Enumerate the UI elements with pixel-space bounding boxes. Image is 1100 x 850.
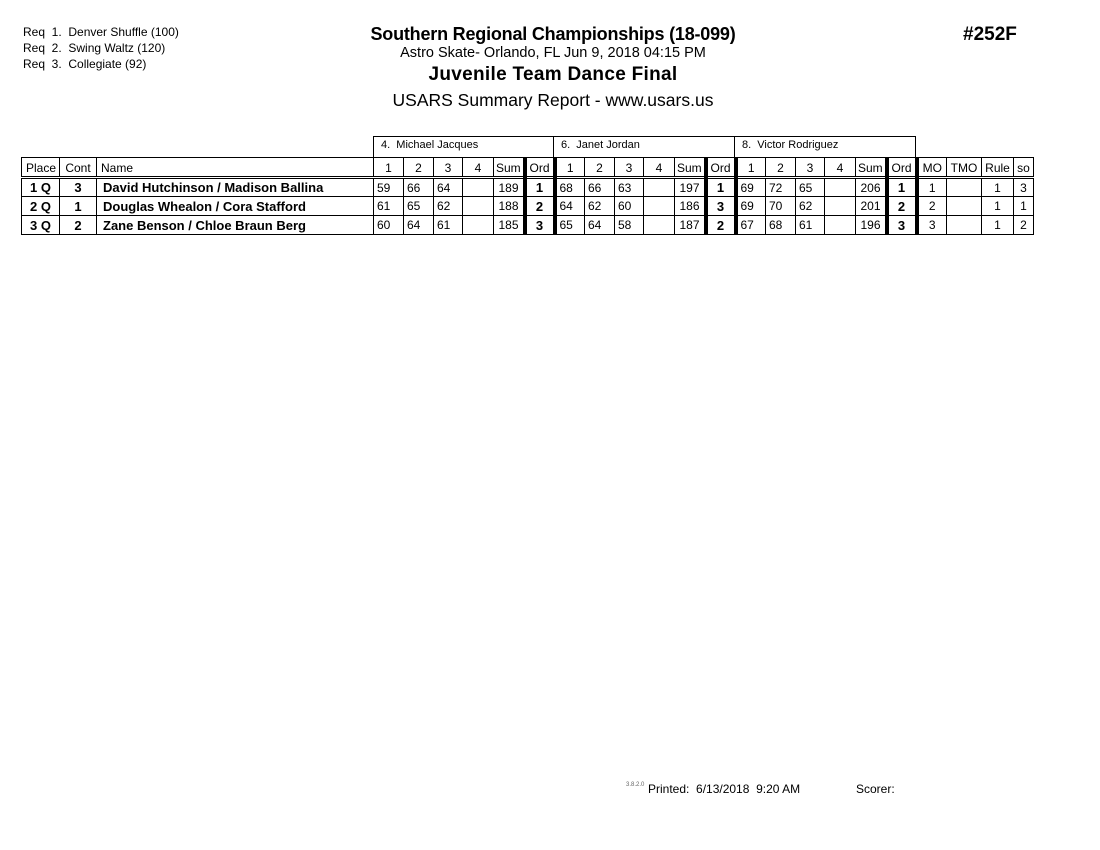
score-cell: 65 — [796, 178, 825, 197]
sum-cell: 185 — [494, 216, 525, 235]
col-j1-sum: Sum — [494, 158, 525, 178]
score-cell: 68 — [555, 178, 585, 197]
score-cell — [463, 216, 494, 235]
sum-cell: 186 — [675, 197, 706, 216]
score-cell: 65 — [555, 216, 585, 235]
col-j1-score1: 1 — [374, 158, 404, 178]
col-j3-score1: 1 — [736, 158, 766, 178]
scorer-label: Scorer: — [856, 782, 895, 796]
rule-cell: 1 — [982, 216, 1014, 235]
so-cell: 3 — [1014, 178, 1034, 197]
competition-title: Southern Regional Championships (18-099) — [370, 24, 736, 44]
col-so: so — [1014, 158, 1034, 178]
cont-cell: 2 — [60, 216, 97, 235]
score-cell — [463, 197, 494, 216]
requirement-2: Req 2. Swing Waltz (120) — [23, 41, 166, 55]
score-cell: 66 — [585, 178, 615, 197]
name-cell: David Hutchinson / Madison Ballina — [97, 178, 374, 197]
col-j3-score2: 2 — [766, 158, 796, 178]
ord-cell: 2 — [525, 197, 555, 216]
cont-cell: 3 — [60, 178, 97, 197]
score-cell: 62 — [796, 197, 825, 216]
requirement-3: Req 3. Collegiate (92) — [23, 57, 147, 71]
place-cell: 3 Q — [22, 216, 60, 235]
col-tmo: TMO — [947, 158, 982, 178]
ord-cell: 3 — [706, 197, 736, 216]
score-cell: 60 — [615, 197, 644, 216]
so-cell: 1 — [1014, 197, 1034, 216]
col-j2-score4: 4 — [644, 158, 675, 178]
event-title: Juvenile Team Dance Final — [428, 64, 678, 85]
score-cell: 70 — [766, 197, 796, 216]
judge-header-2: 6. Janet Jordan — [553, 136, 735, 157]
col-place: Place — [22, 158, 60, 178]
score-cell: 64 — [555, 197, 585, 216]
sum-cell: 196 — [856, 216, 887, 235]
score-cell — [644, 216, 675, 235]
col-cont: Cont — [60, 158, 97, 178]
score-cell: 64 — [585, 216, 615, 235]
sum-cell: 201 — [856, 197, 887, 216]
ord-cell: 1 — [525, 178, 555, 197]
table-row — [22, 216, 1034, 235]
score-cell: 64 — [404, 216, 434, 235]
table-row — [22, 178, 1034, 197]
column-header-row — [22, 158, 1034, 178]
score-cell: 72 — [766, 178, 796, 197]
mo-cell: 3 — [917, 216, 947, 235]
col-j3-score4: 4 — [825, 158, 856, 178]
event-id: #252F — [963, 24, 1017, 45]
judge-header-3: 8. Victor Rodriguez — [734, 136, 916, 157]
printed-timestamp: Printed: 6/13/2018 9:20 AM — [648, 782, 801, 796]
score-cell: 61 — [796, 216, 825, 235]
score-cell — [825, 216, 856, 235]
ord-cell: 3 — [887, 216, 917, 235]
so-cell: 2 — [1014, 216, 1034, 235]
score-cell: 58 — [615, 216, 644, 235]
rule-cell: 1 — [982, 178, 1014, 197]
score-cell: 65 — [404, 197, 434, 216]
name-cell: Douglas Whealon / Cora Stafford — [97, 197, 374, 216]
score-cell: 69 — [736, 178, 766, 197]
ord-cell: 2 — [887, 197, 917, 216]
score-cell — [463, 178, 494, 197]
report-line: USARS Summary Report - www.usars.us — [392, 90, 714, 110]
sum-cell: 187 — [675, 216, 706, 235]
ord-cell: 1 — [887, 178, 917, 197]
place-cell: 1 Q — [22, 178, 60, 197]
sum-cell: 197 — [675, 178, 706, 197]
col-j1-score4: 4 — [463, 158, 494, 178]
col-j2-sum: Sum — [675, 158, 706, 178]
col-j3-score3: 3 — [796, 158, 825, 178]
score-cell — [825, 178, 856, 197]
rule-cell: 1 — [982, 197, 1014, 216]
score-cell: 67 — [736, 216, 766, 235]
score-cell: 59 — [374, 178, 404, 197]
score-cell: 66 — [404, 178, 434, 197]
score-cell: 62 — [434, 197, 463, 216]
score-cell: 61 — [374, 197, 404, 216]
score-cell: 63 — [615, 178, 644, 197]
requirement-1: Req 1. Denver Shuffle (100) — [23, 25, 179, 39]
sum-cell: 206 — [856, 178, 887, 197]
col-j1-ord: Ord — [525, 158, 555, 178]
score-cell: 69 — [736, 197, 766, 216]
score-cell: 64 — [434, 178, 463, 197]
score-cell — [825, 197, 856, 216]
ord-cell: 3 — [525, 216, 555, 235]
col-j1-score2: 2 — [404, 158, 434, 178]
sum-cell: 188 — [494, 197, 525, 216]
venue-line: Astro Skate- Orlando, FL Jun 9, 2018 04:15 PM — [400, 45, 706, 61]
col-mo: MO — [917, 158, 947, 178]
col-j2-score2: 2 — [585, 158, 615, 178]
tmo-cell — [947, 216, 982, 235]
judge-header-1: 4. Michael Jacques — [373, 136, 554, 157]
col-j1-score3: 3 — [434, 158, 463, 178]
mo-cell: 2 — [917, 197, 947, 216]
table-row — [22, 197, 1034, 216]
score-cell — [644, 197, 675, 216]
col-j3-ord: Ord — [887, 158, 917, 178]
col-j3-sum: Sum — [856, 158, 887, 178]
ord-cell: 1 — [706, 178, 736, 197]
col-name: Name — [97, 158, 374, 178]
results-table — [21, 157, 1034, 235]
tmo-cell — [947, 178, 982, 197]
score-cell: 60 — [374, 216, 404, 235]
col-rule: Rule — [982, 158, 1014, 178]
ord-cell: 2 — [706, 216, 736, 235]
col-j2-score3: 3 — [615, 158, 644, 178]
col-j2-ord: Ord — [706, 158, 736, 178]
tmo-cell — [947, 197, 982, 216]
sum-cell: 189 — [494, 178, 525, 197]
score-cell: 61 — [434, 216, 463, 235]
version-code: 3.8.2.0 — [626, 782, 645, 788]
col-j2-score1: 1 — [555, 158, 585, 178]
place-cell: 2 Q — [22, 197, 60, 216]
name-cell: Zane Benson / Chloe Braun Berg — [97, 216, 374, 235]
score-cell: 62 — [585, 197, 615, 216]
score-cell — [644, 178, 675, 197]
mo-cell: 1 — [917, 178, 947, 197]
cont-cell: 1 — [60, 197, 97, 216]
score-cell: 68 — [766, 216, 796, 235]
